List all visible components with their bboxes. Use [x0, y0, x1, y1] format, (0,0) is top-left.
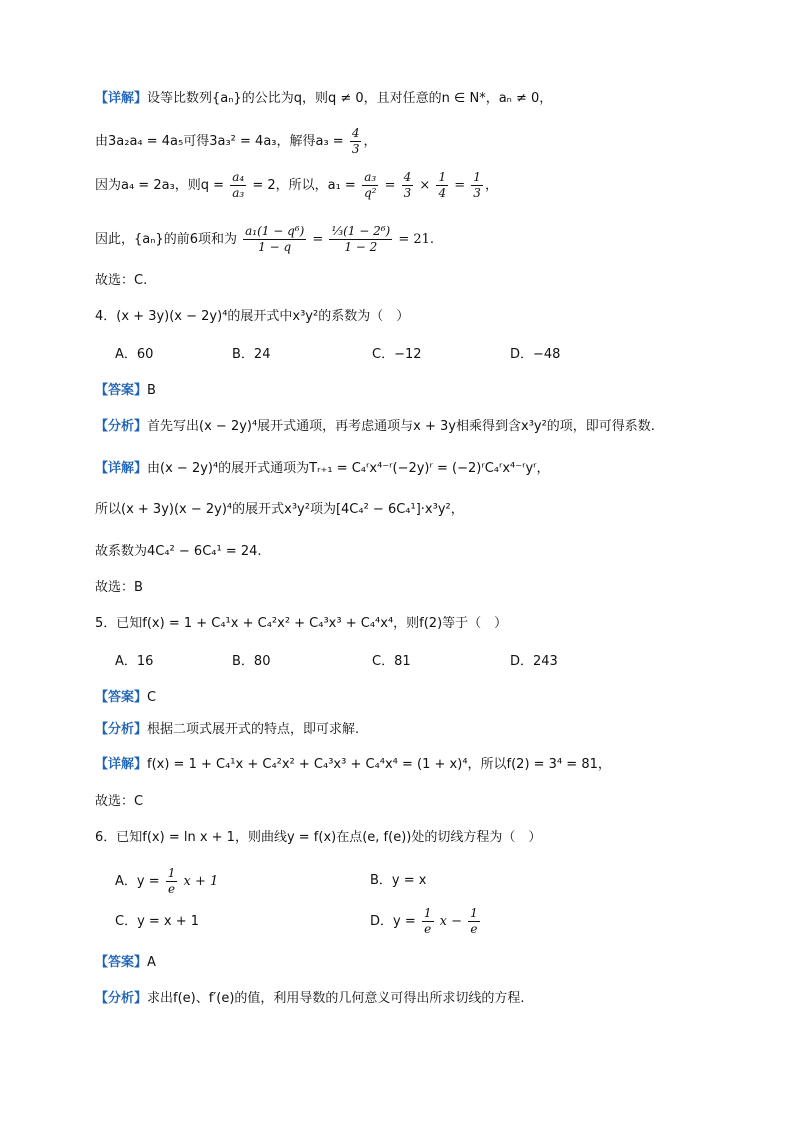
analysis-text: 首先写出(x − 2y)⁴展开式通项，再考虑通项与x + 3y相乘得到含x³y²的项，即可得系数.	[147, 419, 655, 434]
q5-analysis	[95, 721, 359, 739]
q3-detail-text1: 设等比数列{aₙ}的公比为q，则q ≠ 0，且对任意的n ∈ N*，aₙ ≠ 0，	[147, 91, 553, 106]
q4-choice: 故选：B	[95, 580, 143, 595]
fraction: $\frac{\text{a₃}}{\text{q²}}$	[363, 170, 377, 200]
q5-option-d: D．243	[510, 654, 558, 669]
analysis-text: 求出f(e)、f′(e)的值，利用导数的几何意义可得出所求切线的方程.	[147, 991, 525, 1006]
q3-detail-text4: 因此，{aₙ}的前6项和为	[95, 232, 237, 247]
answer-tag: 【答案】	[95, 383, 148, 398]
fraction: $\frac{1}{3}$	[473, 170, 481, 200]
q3-detail-line3: 因为a₄ = 2a₃，则q = $\frac{\text{a₄}}{\text{a₃}}$ = 2，所以，a₁ = $\frac{\text{a₃}}{\text{q²}}$ = $\frac{4}{3}$ × $\frac{1}{4}$ = $\frac{1}{3}$ ，	[95, 170, 498, 200]
q4-detail-line3: 故系数为4C₄² − 6C₄¹ = 24.	[95, 544, 262, 559]
q4-answer	[95, 382, 156, 400]
q4-analysis	[95, 418, 655, 436]
fraction: $\frac{4}{3}$	[351, 126, 360, 156]
q5-answer	[95, 689, 156, 707]
q3-choice: 故选：C.	[95, 273, 148, 288]
analysis-text: 根据二项式展开式的特点，即可求解.	[147, 722, 360, 737]
detail-tag: 【详解】	[95, 91, 148, 106]
q3-detail-line1	[95, 90, 552, 108]
q3-detail-text3: 因为a₄ = 2a₃，则q =	[95, 178, 225, 193]
q3-detail-text3b: = 2，所以，a₁ =	[252, 178, 356, 193]
q6-option-b: B．y = x	[370, 873, 427, 888]
q3-detail-line4: 因此，{aₙ}的前6项和为 $\frac{\text{a₁(1 − q⁶)}}{1 - q}$ = $\frac{\text{⅓(1 − 2⁶)}}{1 - 2}$ = 21.	[95, 224, 435, 254]
q4-detail-text1: 由(x − 2y)⁴的展开式通项为Tᵣ₊₁ = C₄ʳx⁴⁻ʳ(−2y)ʳ = (−2)ʳC₄ʳx⁴⁻ʳyʳ，	[147, 461, 550, 476]
q3-detail-text2: 由3a₂a₄ = 4a₅可得3a₃² = 4a₃，解得a₃ =	[95, 134, 344, 149]
q4-detail-line1	[95, 460, 550, 478]
q4-option-a: A．60	[115, 347, 154, 362]
detail-tag: 【详解】	[95, 757, 148, 772]
q5-stem: 5．已知f(x) = 1 + C₄¹x + C₄²x² + C₄³x³ + C₄⁴x⁴，则f(2)等于（ ）	[95, 616, 508, 631]
q4-detail-line2: 所以(x + 3y)(x − 2y)⁴的展开式x³y²项为[4C₄² − 6C₄¹]·x³y²，	[95, 502, 464, 517]
analysis-tag: 【分析】	[95, 722, 148, 737]
q4-option-c: C．−12	[372, 347, 422, 362]
analysis-tag: 【分析】	[95, 991, 148, 1006]
q4-option-b: B．24	[232, 347, 271, 362]
q3-detail-line2: 由3a₂a₄ = 4a₅可得3a₃² = 4a₃，解得a₃ = $\frac{4}{3}$ ，	[95, 126, 377, 156]
q6-option-a: A．y = $\frac{1}{e}$ x + 1	[115, 866, 219, 896]
q5-option-a: A．16	[115, 654, 154, 669]
q6-option-c: C．y = x + 1	[115, 914, 200, 929]
answer-value: C	[147, 690, 157, 705]
q4-option-d: D．−48	[510, 347, 561, 362]
analysis-tag: 【分析】	[95, 419, 148, 434]
fraction: $\frac{\text{⅓(1 − 2⁶)}}{1 - 2}$	[331, 224, 391, 254]
answer-value: A	[147, 955, 156, 970]
q5-choice: 故选：C	[95, 794, 144, 809]
q5-option-c: C．81	[372, 654, 411, 669]
fraction: $\frac{1}{4}$	[438, 170, 447, 200]
answer-value: B	[147, 383, 156, 398]
answer-tag: 【答案】	[95, 690, 148, 705]
fraction: $\frac{\text{a₄}}{\text{a₃}}$	[232, 170, 245, 200]
fraction: $\frac{4}{3}$	[403, 170, 412, 200]
detail-tag: 【详解】	[95, 461, 148, 476]
q5-detail-line1	[95, 756, 611, 774]
answer-tag: 【答案】	[95, 955, 148, 970]
q6-option-d: D．y = $\frac{1}{e}$ x − $\frac{1}{e}$	[370, 906, 478, 936]
q6-stem: 6．已知f(x) = ln x + 1，则曲线y = f(x)在点(e, f(e))处的切线方程为（ ）	[95, 830, 542, 845]
q5-detail-text1: f(x) = 1 + C₄¹x + C₄²x² + C₄³x³ + C₄⁴x⁴ = (1 + x)⁴，所以f(2) = 3⁴ = 81，	[147, 757, 611, 772]
q6-analysis	[95, 990, 525, 1008]
q6-answer	[95, 954, 156, 972]
fraction: $\frac{\text{a₁(1 − q⁶)}}{1 - q}$	[245, 224, 305, 254]
q4-stem: 4．(x + 3y)(x − 2y)⁴的展开式中x³y²的系数为（ ）	[95, 309, 410, 324]
q5-option-b: B．80	[232, 654, 271, 669]
